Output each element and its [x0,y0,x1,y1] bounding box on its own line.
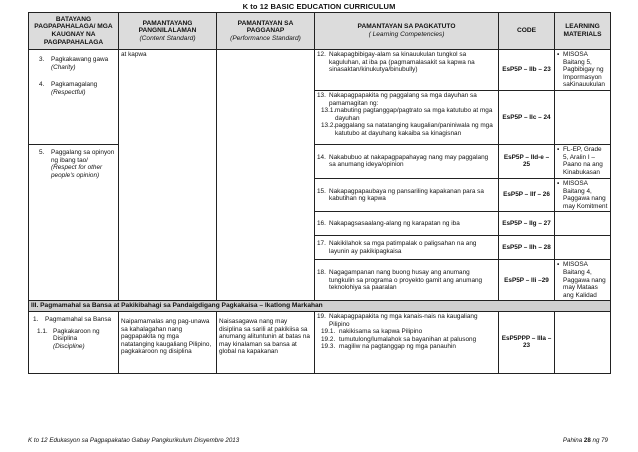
materials-cell [555,236,611,260]
competency-cell: 15. Nakapagpapaubaya ng pansariling kapakanan para sa kabutihan ng kapwa [315,178,499,211]
code-cell: EsP5P – IIi –29 [499,260,555,301]
materials-cell: ▪ MISOSA Baitang 5, Pagbibigay ng Impormasyon saKinauukulan [555,50,611,91]
values-cell-1 [29,311,119,373]
code-cell: EsP5P – IIc – 24 [499,90,555,144]
performance-standard-cell [217,50,315,301]
materials-cell [555,212,611,236]
footer-document-name: K to 12 Edukasyon sa Pagpapakatao Gabay Pangkurikulum Disyembre 2013 [28,437,240,444]
header-core-values: BATAYANG PAGPAPAHALAGA/ MGA KAUGNAY NA PAGPAPAHALAGA [29,13,119,50]
value-item: 1. Pagmamahal sa Bansa [33,315,112,323]
materials-cell: ▪ MISOSA Baitang 4, Paggawa nang may Komitment [555,178,611,211]
competency-cell: 19. Nakapagpapakita ng mga kanais-nais na kaugaliang Pilipino 19.1. nakikisama sa kapwa Pilipino 19.2. tumutulong/lumalahok sa bayanihan at palusong 19.3. magiliw na pagtanggap ng mga panauhin [315,311,499,373]
header-row [29,13,611,50]
header-learning-competencies: PAMANTAYAN SA PAGKATUTO ( Learning Competencies) [315,13,499,50]
bullet-icon: ▪ [557,145,560,153]
header-performance-standard: PAMANTAYAN SA PAGGANAP (Performance Standard) [217,13,315,50]
competency-cell: 16. Nakapagsasaalang-alang ng karapatan ng iba [315,212,499,236]
code-cell: EsP5PPP – IIIa – 23 [499,311,555,373]
table-row [29,50,611,91]
value-item: 3. Pagkakawang gawa (Charity) [39,56,109,71]
curriculum-table [28,12,611,374]
table-row [29,144,611,178]
header-content-standard: PAMANTAYANG PANGNILALAMAN (Content Standard) [119,13,217,50]
value-item: 5. Paggalang sa opinyon ng ibang tao/ (Respect for other people's opinion) [39,148,115,179]
code-cell: EsP5P – IIf – 26 [499,178,555,211]
header-learning-materials: LEARNING MATERIALS [555,13,611,50]
competency-cell: 18. Nagagampanan nang buong husay ang anumang tungkulin sa programa o proyekto gamit ang anumang teknolohiya sa paaralan [315,260,499,301]
bullet-icon: ▪ [557,261,560,269]
value-item: 4. Pagkamagalang (Respectful) [39,81,98,96]
footer-page-number: Pahina 28 ng 79 [562,437,608,444]
bullet-icon: ▪ [557,179,560,187]
code-cell: EsP5P – IIb – 23 [499,50,555,91]
code-cell: EsP5P – IIh – 28 [499,236,555,260]
value-item: 1.1. Pagkakaroon ng Disiplina (Discipline) [37,327,100,350]
code-cell: EsP5P – IIg – 27 [499,212,555,236]
table-row [29,311,611,373]
content-standard-cell: Naipamamalas ang pag-unawa sa kahalagahan nang pagpapakita ng mga natatanging kaugaliang Pilipino, pagkakaroon ng disiplina [119,311,217,373]
competency-cell: 17. Nakikilahok sa mga patimpalak o paligsahan na ang layunin ay pakikipagkaisa [315,236,499,260]
values-cell-5 [29,144,119,300]
code-cell: EsP5P – IId-e – 25 [499,144,555,178]
header-code: CODE [499,13,555,50]
bullet-icon: ▪ [557,51,560,58]
competency-cell: 12. Nakapagbibigay-alam sa kinauukulan tungkol sa kaguluhan, at iba pa (pagmamalasakit sa kapwa na sinasaktan/kinukutya/binubully) [315,50,499,91]
competency-cell: 13. Nakapagpapakita ng paggalang sa mga dayuhan sa pamamagitan ng: 13.1. mabuting pagtanggap/pagtrato sa mga katutubo at mga dayuhan 13.2. paggalang sa natatanging kaugalian/paniniwala ng mga katutubo at dayuhang kakaiba sa kinagisnan [315,90,499,144]
document-title: K to 12 BASIC EDUCATION CURRICULUM [242,2,396,11]
materials-cell: ▪ MISOSA Baitang 4, Paggawa nang may Mataas ang Kalidad [555,260,611,301]
content-standard-cell: at kapwa [119,50,217,301]
materials-cell [555,90,611,144]
materials-cell: ▪ FL-EP, Grade 5, Aralin I – Paano na ang Kinabukasan [555,144,611,178]
section-label: III. Pagmamahal sa Bansa at Pakikibahagi sa Pandaigdigang Pagkakaisa – Ikatlong Markahan [29,301,611,312]
materials-cell [555,311,611,373]
performance-standard-cell: Naisasagawa nang may disiplina sa sarili at pakikiisa sa anumang alituntunin at batas na may kinalaman sa bansa at global na kapakanan [217,311,315,373]
competency-cell: 14. Nakabubuo at nakapagpapahayag nang may paggalang sa anumang ideya/opinion [315,144,499,178]
section-header-row [29,301,611,312]
values-cell-3-4 [29,50,119,145]
